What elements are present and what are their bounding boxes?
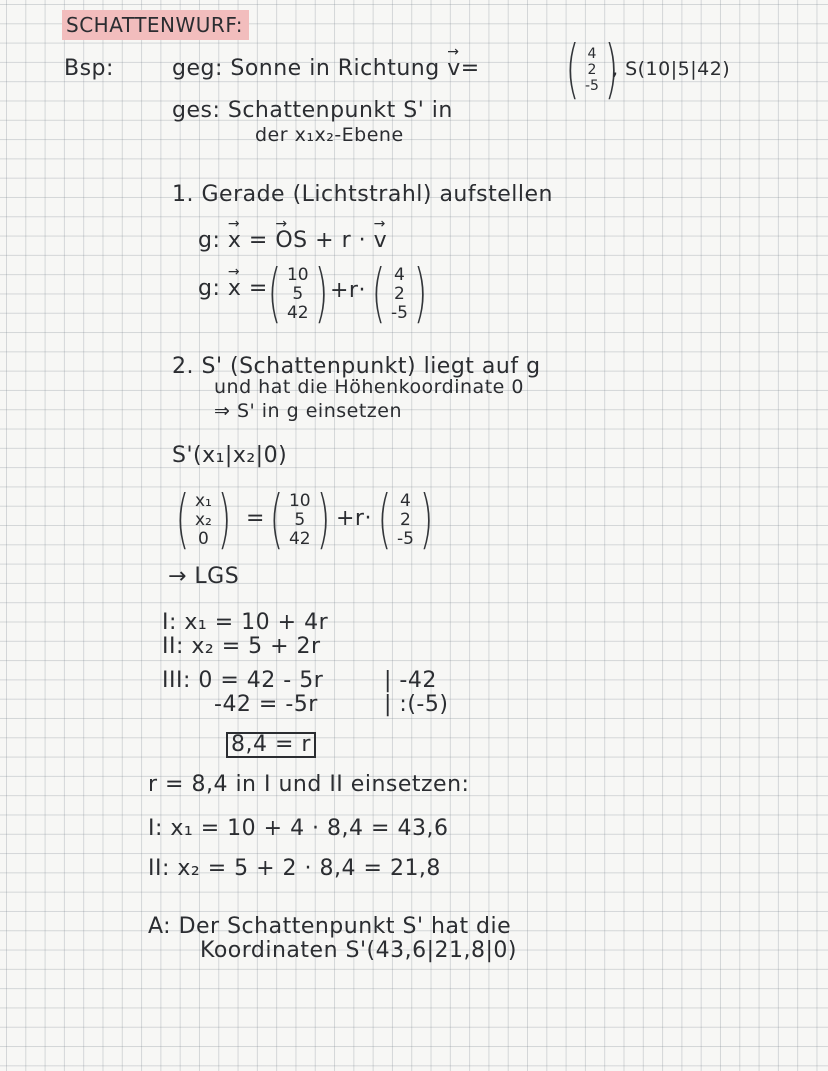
given-eq: = xyxy=(460,56,480,81)
result-r: 8,4 = r xyxy=(226,732,316,758)
x-comp-1: x₁ xyxy=(194,490,212,511)
line-equation-general xyxy=(198,230,387,252)
vector-v-x1: 4 xyxy=(587,46,597,62)
sought-line-1: ges: Schattenpunkt S' in xyxy=(172,98,453,123)
vector-v-symbol: → v xyxy=(447,58,461,80)
equation-i: I: x₁ = 10 + 4r xyxy=(162,610,329,635)
step2-line-2: und hat die Höhenkoordinate 0 xyxy=(214,376,524,398)
page-heading: SCHATTENWURF: xyxy=(62,10,249,40)
eq1-x-vector: → x xyxy=(228,230,242,252)
given-vector-v: ( 4 2 -5 ) xyxy=(565,33,619,107)
substitute-line: r = 8,4 in I und II einsetzen: xyxy=(148,772,470,797)
os-x3: 42 xyxy=(286,302,309,323)
eq2-g: g: xyxy=(198,276,221,301)
lgs-label: → LGS xyxy=(168,564,240,589)
eq2-plus: +r· xyxy=(330,278,366,303)
given-point-s: , S(10|5|42) xyxy=(612,58,731,80)
s2-v-x1: 4 xyxy=(400,490,411,511)
sought-line-2: der x₁x₂-Ebene xyxy=(255,124,404,146)
equation-ii: II: x₂ = 5 + 2r xyxy=(162,634,321,659)
eq2-prefix xyxy=(198,278,268,300)
equation-iii-note: | -42 xyxy=(384,668,437,693)
eq1-eq: = xyxy=(248,228,268,253)
shadow-point: S'(x₁|x₂|0) xyxy=(172,443,288,468)
eq2-v-x1: 4 xyxy=(394,264,405,285)
eq2-v-x2: 2 xyxy=(394,283,405,304)
x-comp-2: x₂ xyxy=(194,509,212,530)
example-label: Bsp: xyxy=(64,56,114,81)
eq2-v-x3: -5 xyxy=(390,302,408,323)
step2-plus: +r· xyxy=(336,506,372,531)
step1-title: 1. Gerade (Lichtstrahl) aufstellen xyxy=(172,182,553,207)
answer-line-2: Koordinaten S'(43,6|21,8|0) xyxy=(200,938,517,963)
step2-vector-v: ( 4 2 -5 ) xyxy=(377,483,434,557)
answer-line-1: A: Der Schattenpunkt S' hat die xyxy=(148,914,512,939)
vector-v-x2: 2 xyxy=(587,62,597,78)
equation-iv-note: | :(-5) xyxy=(384,692,449,717)
s2-os-x3: 42 xyxy=(288,528,311,549)
eq1-v-vector: → v xyxy=(374,230,388,252)
given-prefix: geg: Sonne in Richtung xyxy=(172,56,440,81)
step2-vector-os: ( 10 5 42 ) xyxy=(269,483,330,557)
eq1-os-vector: → OS xyxy=(275,230,307,252)
equation-iii: III: 0 = 42 - 5r xyxy=(162,668,324,693)
eq1-g: g: xyxy=(198,228,221,253)
x2-result: II: x₂ = 5 + 2 · 8,4 = 21,8 xyxy=(148,856,441,881)
step2-line-3: ⇒ S' in g einsetzen xyxy=(214,400,402,422)
x1-result: I: x₁ = 10 + 4 · 8,4 = 43,6 xyxy=(148,816,449,841)
eq1-plus: + r · xyxy=(315,228,367,253)
os-x1: 10 xyxy=(286,264,309,285)
s2-os-x1: 10 xyxy=(288,490,311,511)
os-x2: 5 xyxy=(292,283,304,304)
s2-v-x2: 2 xyxy=(400,509,411,530)
given-line xyxy=(172,58,480,80)
s2-v-x3: -5 xyxy=(396,528,414,549)
equation-iv: -42 = -5r xyxy=(214,692,318,717)
eq2-x-vector: → x xyxy=(228,278,242,300)
eq2-vector-v: ( 4 2 -5 ) xyxy=(371,257,428,331)
s2-os-x2: 5 xyxy=(294,509,306,530)
vector-v-x3: -5 xyxy=(584,78,599,94)
vector-x-unknown: ( x₁ x₂ 0 ) xyxy=(175,483,232,557)
eq2-eq: = xyxy=(248,276,268,301)
eq2-vector-os: ( 10 5 42 ) xyxy=(267,257,328,331)
x-comp-3: 0 xyxy=(198,528,209,549)
step2-eq: = xyxy=(246,506,265,531)
step2-line-1: 2. S' (Schattenpunkt) liegt auf g xyxy=(172,354,541,379)
